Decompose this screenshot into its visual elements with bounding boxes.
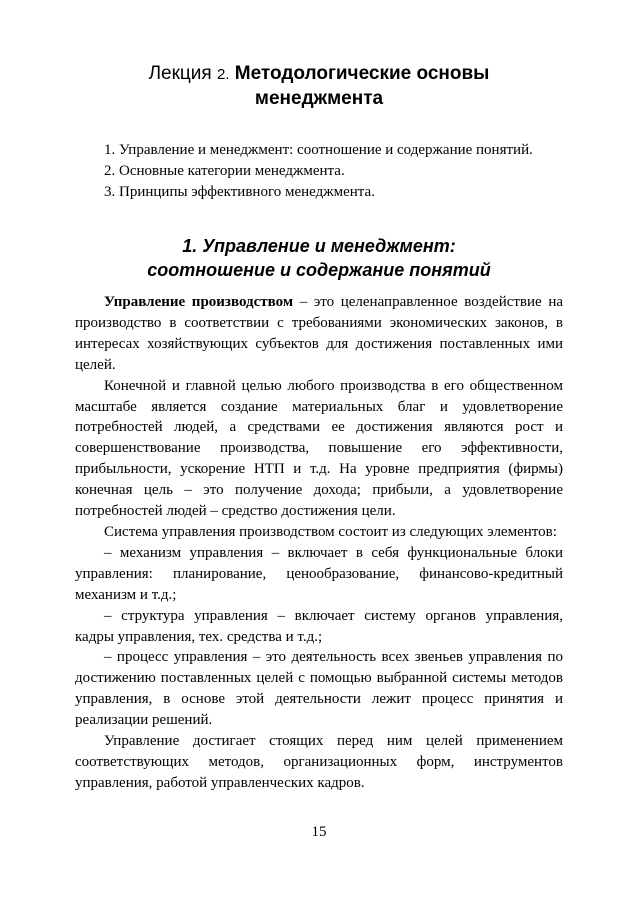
section-heading — [0, 234, 638, 282]
lecture-title-text: Методологические основы — [234, 63, 490, 84]
lecture-outline — [75, 140, 563, 203]
paragraph: Конечной и главной целью любого производства в его общественном масштабе является создание материальных благ и удовлетворение потребностей людей, а средствами ее достижения являются рост и совершенствование производства, повышение его эффективности, прибыльности, ускорение НТП и т.д. На уровне предприятия (фирмы) конечная цель – это получение дохода; прибыли, а удовлетворение потребностей людей – средство достижения цели. — [75, 377, 563, 520]
lecture-title — [0, 62, 638, 111]
outline-item: 3. Принципы эффективного менеджмента. — [104, 184, 375, 200]
paragraph-definition — [75, 292, 563, 376]
outline-item: 2. Основные категории менеджмента. — [104, 163, 345, 179]
paragraph: Система управления производством состоит из следующих элементов: — [104, 523, 557, 540]
lecture-prefix: Лекция — [148, 63, 217, 84]
outline-item: 1. Управление и менеджмент: соотношение и содержание понятий. — [104, 142, 533, 158]
lecture-number: 2. — [216, 66, 230, 83]
lecture-title-line1 — [0, 62, 638, 87]
list-item: – механизм управления – включает в себя функциональные блоки управления: планирование, ценообразование, финансово-кредитный механизм и т.д.; — [75, 544, 563, 603]
lecture-title-line2: менеджмента — [254, 88, 384, 109]
paragraph: Управление достигает стоящих перед ним целей применением соответствующих методов, организационных форм, инструментов управления, работой управленческих кадров. — [75, 733, 563, 791]
section-heading-line2: соотношение и содержание понятий — [147, 260, 491, 280]
list-item: – процесс управления – это деятельность всех звеньев управления по достижению поставленных целей с помощью выбранной системы методов управления, в основе этой деятельности лежит процесс принятия и реализации решений. — [75, 649, 563, 729]
list-item: – структура управления – включает систему органов управления, кадры управления, тех. средства и т.д.; — [75, 607, 563, 645]
page-number: 15 — [311, 824, 327, 840]
body-text — [75, 292, 563, 794]
definition-text: – это целенаправленное воздействие на производство в соответствии с требованиями экономических законов, в интересах хозяйствующих субъектов для достижения поставленных ими целей. — [75, 294, 563, 373]
defined-term: Управление производством — [104, 294, 294, 310]
section-heading-line1: 1. Управление и менеджмент: — [182, 236, 456, 256]
